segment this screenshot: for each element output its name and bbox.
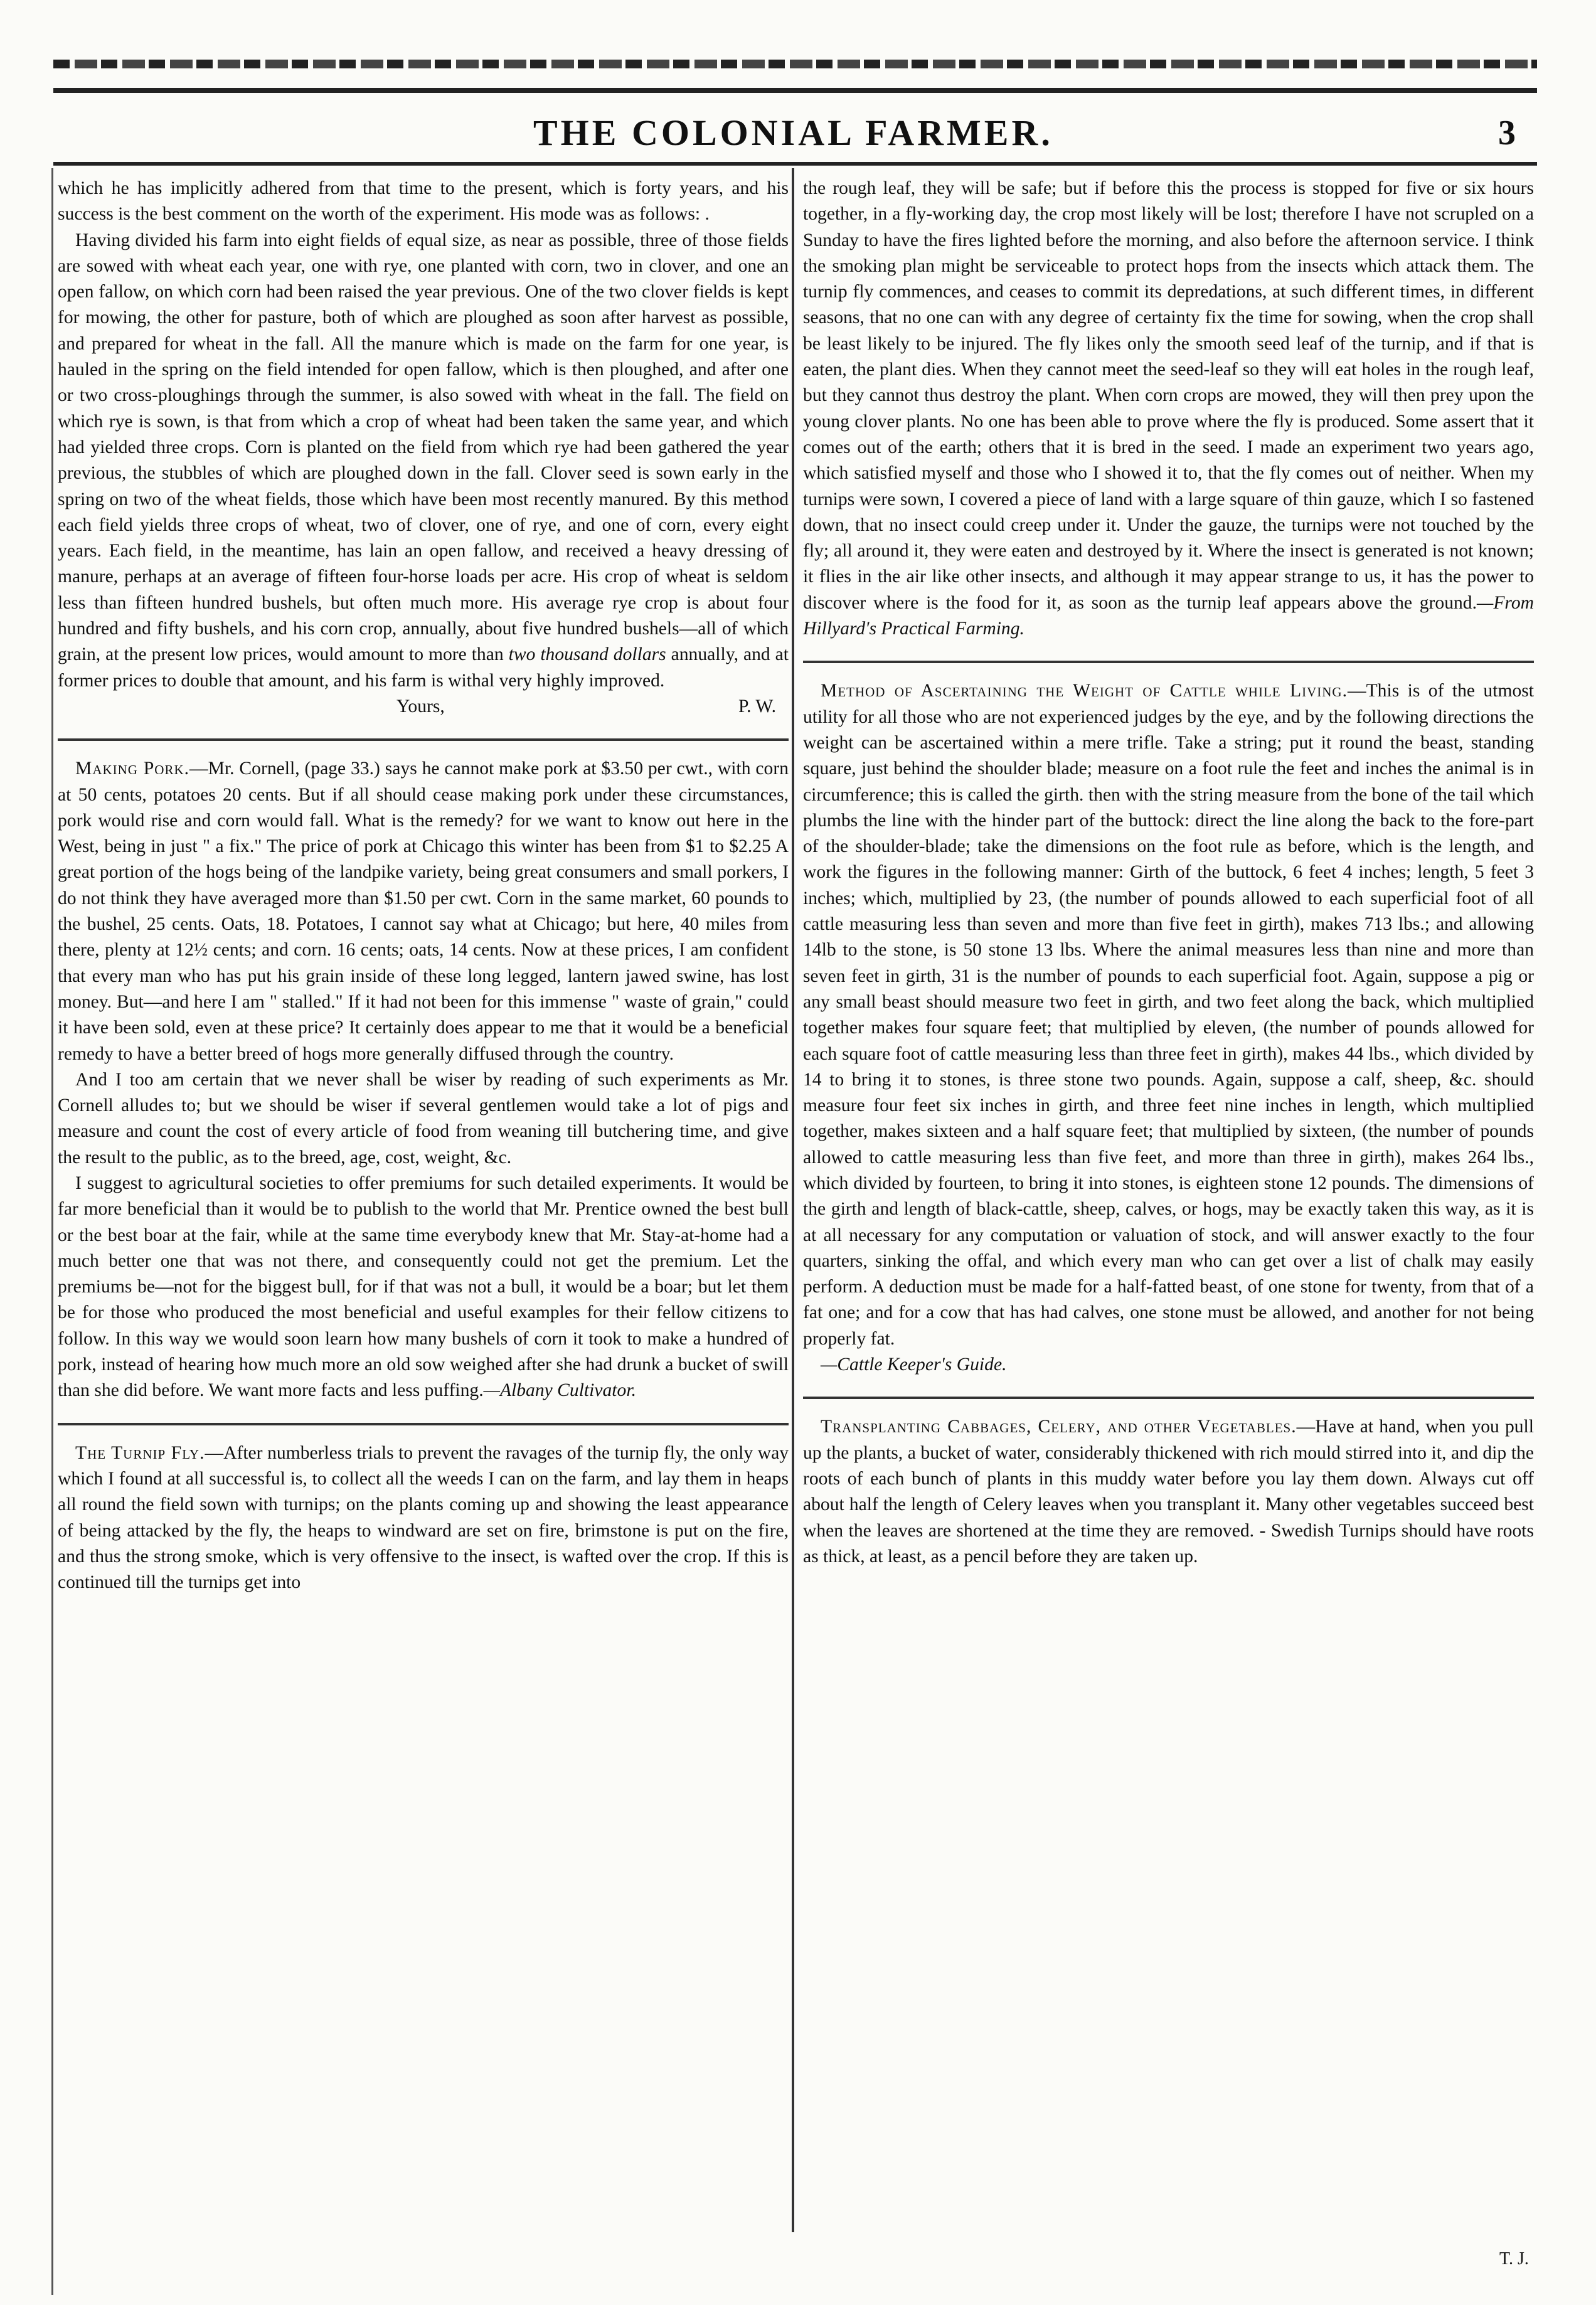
- article-source: —Albany Cultivator.: [483, 1380, 636, 1401]
- article-paragraph: the rough leaf, they will be safe; but if before this the process is stopped for five or six hours together, in a fly-working day, the crop most likely will be lost; therefore I have not scrupled on a Sunday to have the fires lighted before the morning, and also before the afternoon service. I think the smoking plan might be serviceable to protect hops from the insects which attack them. The turnip fly commences, and ceases to commit its depredations, at such different times, in different seasons, that no one can with any degree of certainty fix the time for sowing, when the crop shall be least likely to be injured. The fly likes only the smooth seed leaf of the turnip, and if that is eaten, the plant dies. When they cannot meet the seed-leaf so they will eat holes in the rough leaf, but they cannot thus destroy the plant. When corn crops are mowed, they will then prey upon the young clover plants. No one has been able to prove where the fly is produced. Some assert that it comes out of the earth; others that it is bred in the seed. I made an experiment two years ago, which satisfied myself and those who I showed it to, that the fly comes out of neither. When my turnips were sown, I covered a piece of land with a large square of thin gauze, which I so fastened down, that no insect could creep under it. Under the gauze, the turnips were not touched by the fly; all around it, they were eaten and destroyed by it. Where the insect is generated is not known; it flies in the air like other insects, and although it may appear strange to us, it has the power to discover where is the food for it, as soon as the turnip leaf appears above the ground.—From Hillyard's Practical Farming.: [803, 178, 1534, 639]
- page-margin-line: [51, 168, 53, 2295]
- emphasis-text: two thousand dollars: [508, 644, 666, 665]
- page-number: 3: [1498, 114, 1516, 152]
- masthead-title: THE COLONIAL FARMER.: [533, 112, 1053, 153]
- article-signature: [58, 694, 789, 720]
- article-heading: Transplanting Cabbages, Celery, and other Vegetables.: [821, 1417, 1297, 1437]
- left-column: [58, 176, 789, 1595]
- article-source-line: [803, 1352, 1534, 1378]
- article-source: —Cattle Keeper's Guide.: [821, 1355, 1007, 1375]
- decorative-top-rule: [53, 60, 1537, 68]
- article-separator: [803, 1397, 1534, 1399]
- article-paragraph: I suggest to agricultural societies to offer premiums for such detailed experiments. It would be far more beneficial than it would be to publish to the world that Mr. Prentice owned the best bull or the best boar at the fair, while at the same time everybody knew that Mr. Stay-at-home had a much better one that was not there, and consequently could not get the premium. Let the premiums be—not for the biggest bull, for if that was not a bull, it would be a boar; but let them be for those who produced the most beneficial and useful examples for their fellow citizens to follow. In this way we would soon learn how many bushels of corn it took to make a hundred of pork, instead of hearing how much more an old sow weighed after she had drunk a bucket of swill than she did before. We want more facts and less puffing.—Albany Cultivator.: [58, 1173, 789, 1401]
- author-initials: T. J.: [1499, 2249, 1529, 2269]
- article-heading: Making Pork.: [75, 759, 190, 779]
- article-separator: [803, 661, 1534, 663]
- article-heading: Method of Ascertaining the Weight of Cattle while Living.: [821, 681, 1348, 701]
- article-source: —From Hillyard's Practical Farming.: [803, 592, 1534, 639]
- article-paragraph: Having divided his farm into eight fields of equal size, as near as possible, three of those fields are sowed with wheat each year, one with rye, one planted with corn, two in clover, and one an open fallow, on which corn had been raised the year previous. One of the two clover fields is kept for mowing, the other for pasture, both of which are ploughed as soon after harvest as possible, and prepared for wheat in the fall. All the manure which is made on the farm for one year, is hauled in the spring on the field intended for open fallow, which is then ploughed, and after one or two cross-ploughings through the summer, is also sowed with wheat in the fall. The field on which rye is sown, is that from which a crop of wheat had been taken the same year, and which had yielded three crops. Corn is planted on the field from which rye had been gathered the year previous, the stubbles of which are ploughed down in the fall. Clover seed is sown early in the spring on two of the wheat fields, those which have been most recently manured. By this method each field yields three crops of wheat, two of clover, one of rye, and one of corn, every eight years. Each field, in the meantime, has lain an open fallow, and received a heavy dressing of manure, perhaps at an average of fifteen four-horse loads per acre. His crop of wheat is seldom less than fifteen hundred bushels, but often much more. His average rye crop is about four hundred and fifty bushels, and his corn crop, annually, about five hundred bushels—all of which grain, at the present low prices, would amount to more than two thousand dollars annually, and at former prices to double that amount, and his farm is withal very highly improved.: [58, 230, 789, 691]
- article-separator: [58, 1423, 789, 1425]
- article-paragraph: And I too am certain that we never shall be wiser by reading of such experiments as Mr. Cornell alludes to; but we should be wiser if several gentlemen would take a lot of pigs and measure and count the cost of every article of food from weaning till butchering time, and give the result to the public, as to the breed, age, cost, weight, &c.: [58, 1069, 789, 1168]
- article-paragraph: The Turnip Fly.—After numberless trials to prevent the ravages of the turnip fly, the only way which I found at all successful is, to collect all the weeds I can on the farm, and lay them in heaps all round the field sown with turnips; on the plants coming up and showing the least appearance of being attacked by the fly, the heaps to windward are set on fire, brimstone is put on the fire, and thus the strong smoke, which is very offensive to the insect, is wafted over the crop. If this is continued till the turnips get into: [58, 1442, 789, 1593]
- article-paragraph: Method of Ascertaining the Weight of Cattle while Living.—This is of the utmost utility for all those who are not experienced judges by the eye, and by the following directions the weight can be ascertained within a mere trifle. Take a string; put it round the beast, standing square, just behind the shoulder blade; measure on a foot rule the feet and inches the animal is in circumference; this is called the girth. then with the string measure from the bone of the tail which plumbs the line with the hinder part of the buttock: direct the line along the back to the fore-part of the shoulder-blade; take the dimensions on the foot rule as before, which is the length, and work the figures in the following manner: Girth of the buttock, 6 feet 4 inches; length, 5 feet 3 inches; which, multiplied by 23, (the number of pounds allowed to each superficial foot of all cattle measuring less than seven and more than five feet in girth), makes 713 lbs.; and allowing 14lb to the stone, is 50 stone 13 lbs. Where the animal measures less than nine and more than seven feet in girth, 31 is the number of pounds to each superficial foot. Again, suppose a pig or any small beast should measure two feet in girth, and two feet along the back, which multiplied together makes four square feet; that multiplied by eleven, (the number of pounds allowed for each square foot of cattle measuring less than three feet in girth), makes 44 lbs., which divided by 14 to bring it to stones, is three stone two pounds. Again, suppose a calf, sheep, &c. should measure four feet six inches in girth, and three feet nine inches in length, which multiplied together, makes sixteen and a half square feet; that multiplied by sixteen, (the number of pounds allowed to cattle measuring less than five feet, and more than three in girth), makes 264 lbs., which divided by fourteen, to bring it into stones, is eighteen stone 12 pounds. The dimensions of the girth and length of black-cattle, sheep, calves, or hogs, may be exactly taken this way, as it is at all necessary for any computation or valuation of stock, and will answer exactly to the four quarters, sinking the offal, and which every man who can get over a list of chalk may easily perform. A deduction must be made for a half-fatted beast, of one stone for twenty, from that of a fat one; and for a cow that has had calves, one stone must be allowed, and another for not being properly fat.: [803, 681, 1535, 1349]
- signoff: Yours,: [396, 696, 445, 716]
- article-paragraph: Transplanting Cabbages, Celery, and other Vegetables.—Have at hand, when you pull up the plants, a bucket of water, considerably thickened with rich mould stirred into it, and dip the roots of each bunch of plants in this muddy water before you lay them down. Always cut off about half the length of Celery leaves when you transplant it. Many other vegetables succeed best when the leaves are shortened at the time they are removed. - Swedish Turnips should have roots as thick, at least, as a pencil before they are taken up.: [803, 1417, 1534, 1567]
- article-heading: The Turnip Fly.: [75, 1442, 205, 1463]
- column-divider: [792, 168, 794, 2232]
- article-separator: [58, 738, 789, 741]
- article-paragraph: Making Pork.—Mr. Cornell, (page 33.) says he cannot make pork at $3.50 per cwt., with corn at 50 cents, potatoes 20 cents. But if all should cease making pork under these circumstances, pork would rise and corn would fall. What is the remedy? for we want to know out here in the West, being in just " a fix." The price of pork at Chicago this winter has been from $1 to $2.25 A great portion of the hogs being of the landpike variety, being great consumers and small porkers, I do not think they have averaged more than $1.50 per cwt. Corn in the same market, 60 pounds to the bushel, 25 cents. Oats, 18. Potatoes, I cannot say what at Chicago; but here, 40 miles from there, plenty at 12½ cents; and corn. 16 cents; oats, 14 cents. Now at these prices, I am confident that every man who has put his grain inside of these long legged, lantern jawed swine, has lost money. But—and here I am " stalled." If it had not been for this immense " waste of grain," could it have been sold, even at these price? It certainly does appear to me that it would be a beneficial remedy to have a better breed of hogs more generally diffused through the country.: [58, 759, 789, 1064]
- header-rule: [53, 162, 1537, 166]
- top-rule: [53, 88, 1537, 93]
- article-paragraph: which he has implicitly adhered from that time to the present, which is forty years, and his success is the best comment on the worth of the experiment. His mode was as follows: .: [58, 178, 789, 225]
- author-initials: P. W.: [738, 696, 776, 716]
- right-column: [803, 176, 1534, 1570]
